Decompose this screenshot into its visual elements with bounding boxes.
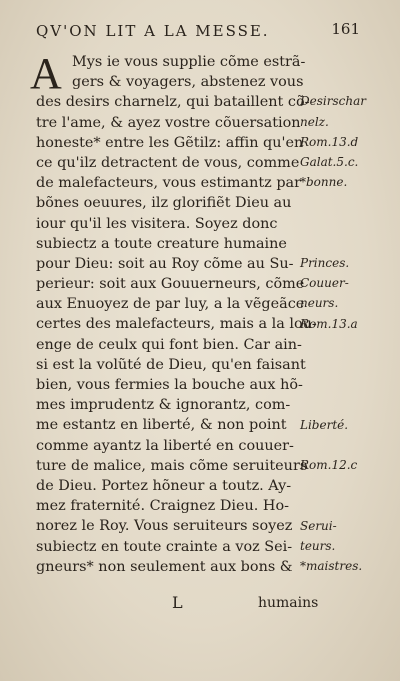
text-line: de Dieu. Portez hõneur a toutz. Ay- <box>36 477 292 494</box>
text-line: si est la volũté de Dieu, qu'en faisant <box>36 356 306 373</box>
running-title: QV'ON LIT A LA MESSE. <box>36 22 270 40</box>
main-text-block <box>36 52 326 577</box>
drop-cap: A <box>30 49 62 98</box>
marginal-note: neurs. <box>300 296 339 311</box>
page-number: 161 <box>331 20 360 38</box>
text-line: me estantz en liberté, & non point <box>36 417 287 434</box>
text-line: pour Dieu: soit au Roy cõme au Su- <box>36 255 294 272</box>
text-line: subiectz a toute creature humaine <box>36 235 287 252</box>
marginal-note: *bonne. <box>300 175 348 190</box>
marginal-note: Serui- <box>300 518 337 533</box>
marginal-note: Princes. <box>300 256 350 270</box>
marginal-note: Liberté. <box>300 417 349 432</box>
text-line: enge de ceulx qui font bien. Car ain- <box>36 336 302 353</box>
marginal-note: Rom.13.d <box>300 134 359 149</box>
text-line: subiectz en toute crainte a voz Sei- <box>36 538 293 555</box>
text-line: tre l'ame, & ayez vostre cõuersation <box>36 114 301 131</box>
text-line: des desirs charnelz, qui bataillent cõ- <box>36 94 310 111</box>
text-line: bien, vous fermies la bouche aux hõ- <box>36 377 303 393</box>
text-line: honeste* entre les Gẽtilz: affin qu'en <box>36 134 304 151</box>
text-line: gneurs* non seulement aux bons & <box>36 558 293 575</box>
marginal-note: Rom.13.a <box>300 316 358 331</box>
text-line: de malefacteurs, vous estimantz par <box>36 175 302 192</box>
text-line: comme ayantz la liberté en couuer- <box>36 437 294 454</box>
text-line: bõnes oeuures, ilz glorifiẽt Dieu au <box>36 195 292 212</box>
text-line: gers & voyagers, abstenez vous <box>72 74 304 91</box>
text-line: mez fraternité. Craignez Dieu. Ho- <box>36 498 289 515</box>
text-line: mes imprudentz & ignorantz, com- <box>36 397 291 414</box>
text-line: ce qu'ilz detractent de vous, comme <box>36 154 300 171</box>
marginal-note: Desirschar <box>300 94 366 109</box>
marginal-note: teurs. <box>300 538 336 553</box>
marginal-note: Couuer- <box>300 276 349 291</box>
catchword: humains <box>258 595 319 611</box>
text-line: certes des malefacteurs, mais a la lou- <box>36 316 317 333</box>
marginal-note: Galat.5.c. <box>300 155 359 169</box>
signature-mark: L <box>172 593 183 612</box>
marginal-note: nelz. <box>300 114 329 129</box>
text-line: perieur: soit aux Gouuerneurs, cõme <box>36 276 305 293</box>
text-line: aux Enuoyez de par luy, a la vẽgeãce <box>36 296 305 313</box>
text-line: norez le Roy. Vous seruiteurs soyez <box>36 518 293 535</box>
marginal-note: *maistres. <box>300 559 363 573</box>
text-line: Mys ie vous supplie cõme estrã- <box>72 54 306 70</box>
text-line: ture de malice, mais cõme seruiteurs <box>36 457 308 474</box>
text-line: iour qu'il les visitera. Soyez donc <box>36 215 278 232</box>
marginal-note: Rom.12.c <box>300 458 358 472</box>
